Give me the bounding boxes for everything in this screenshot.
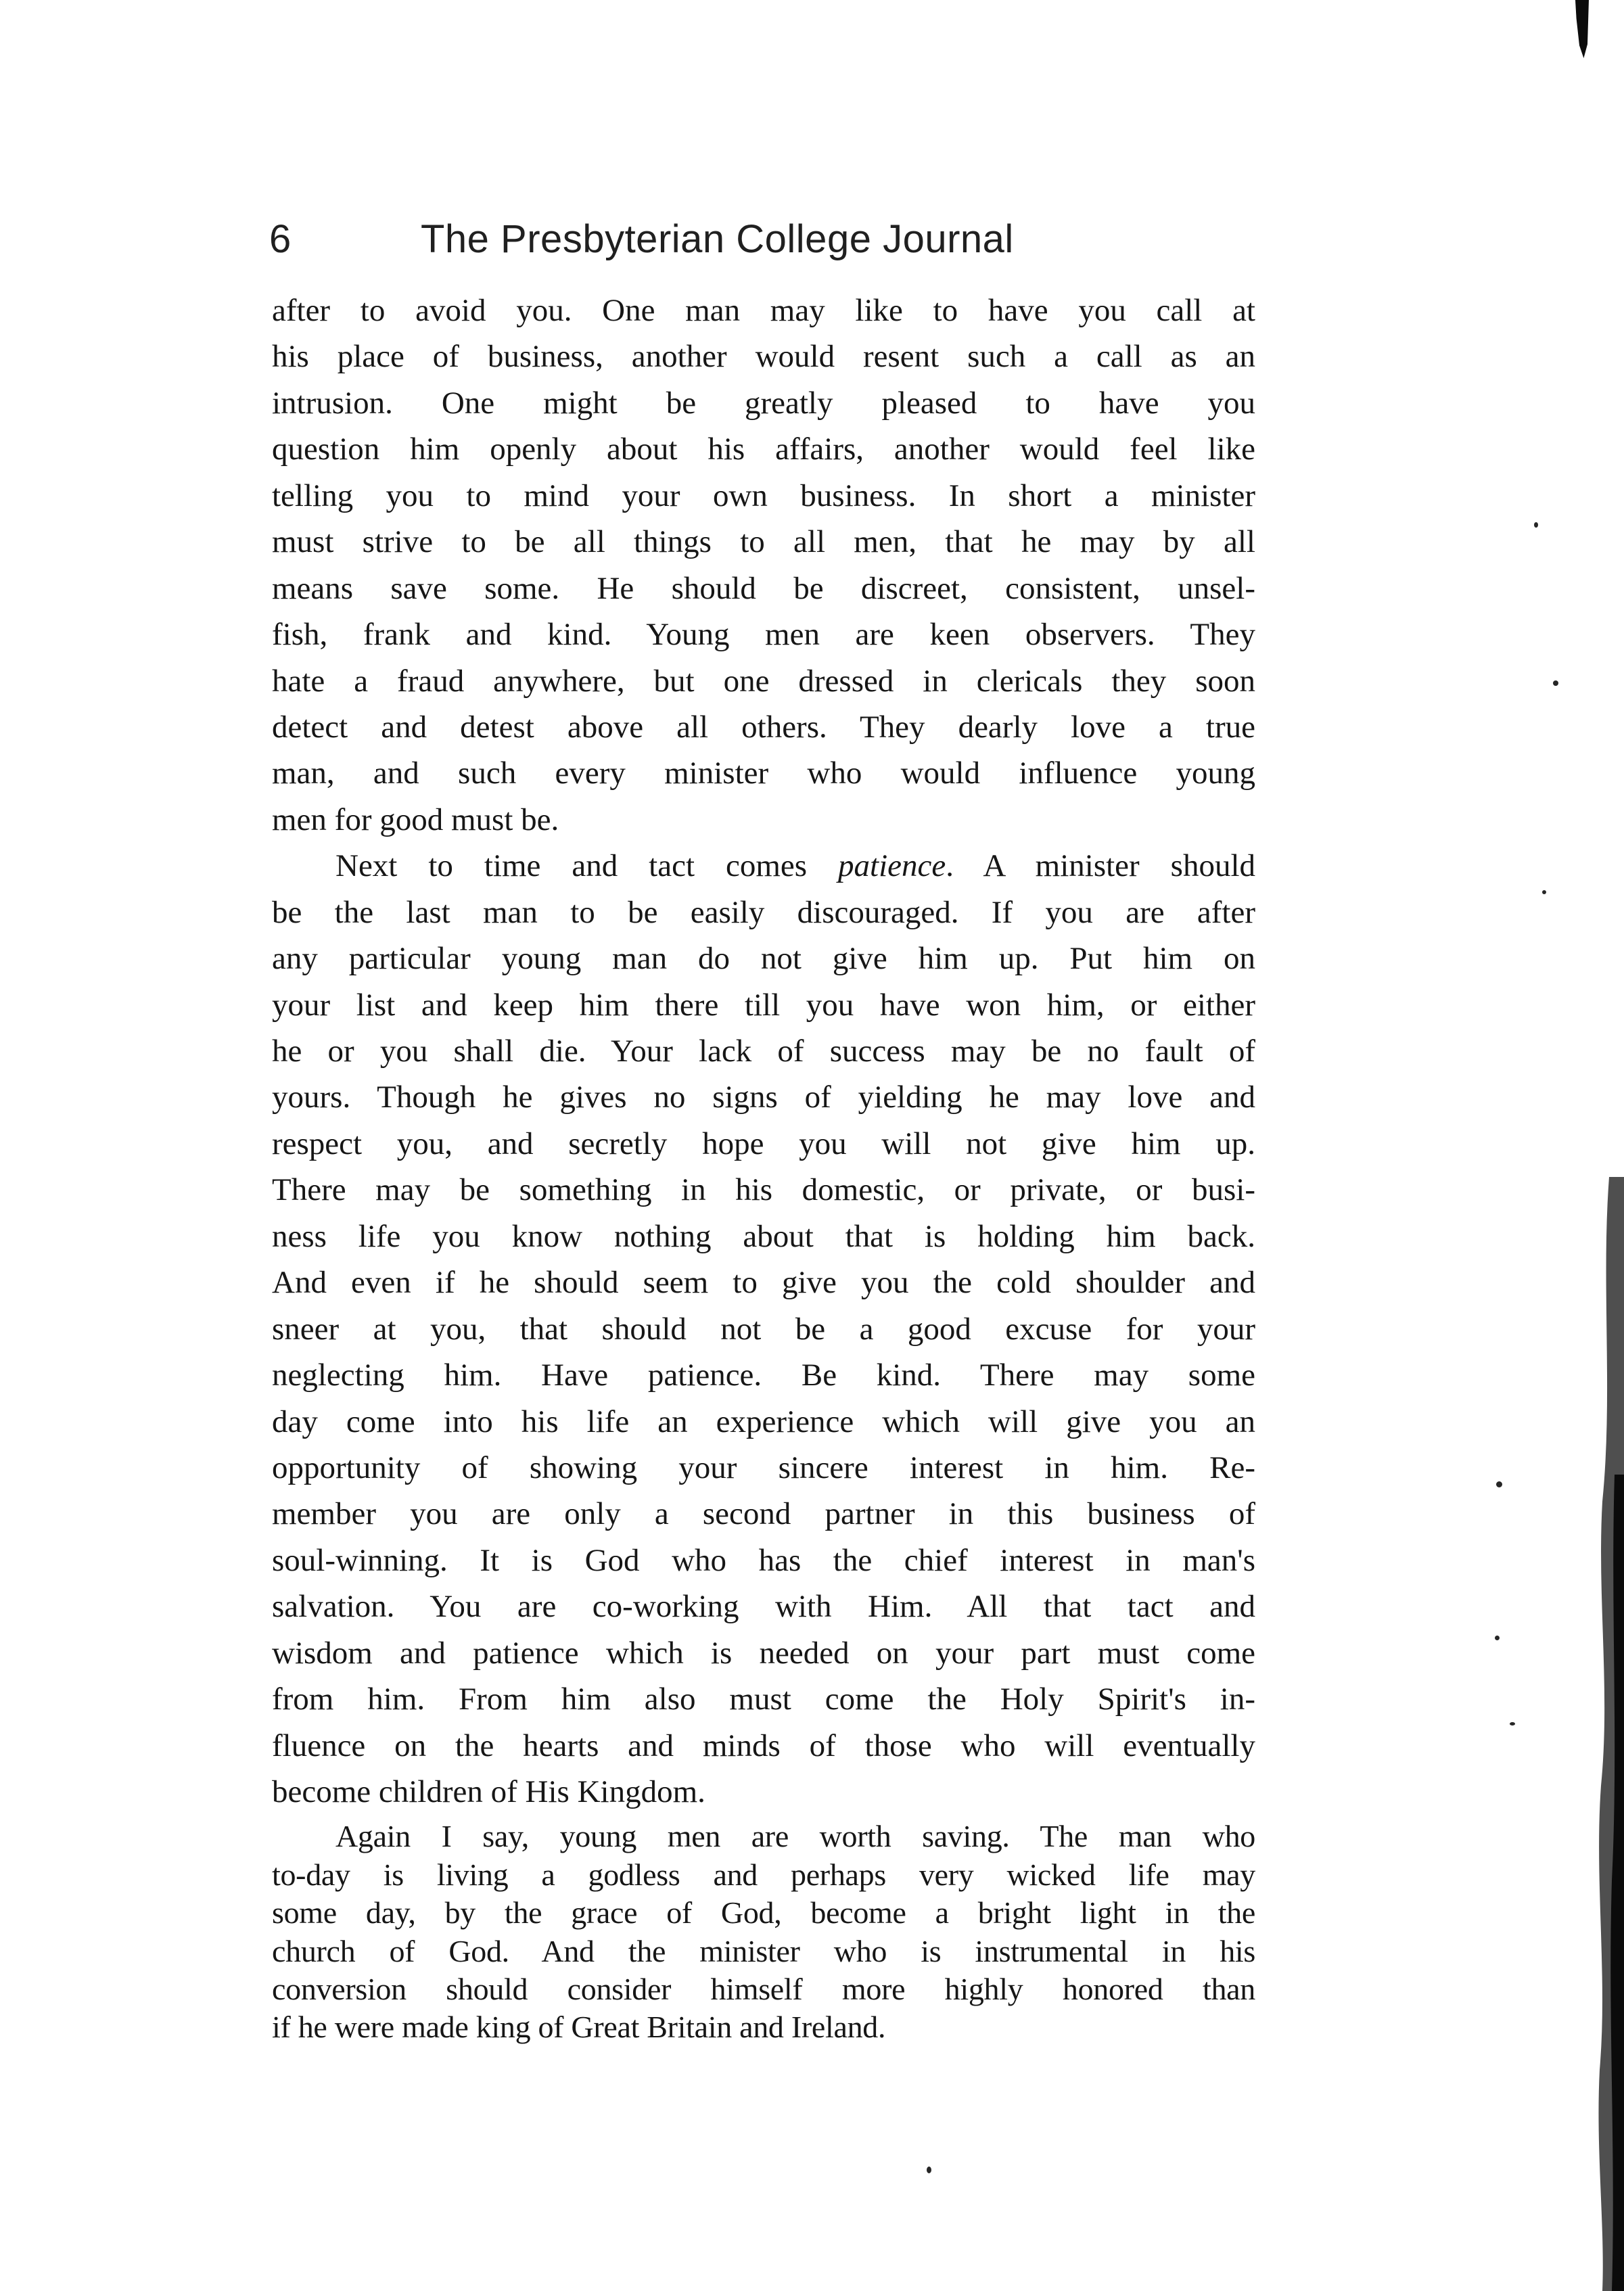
paragraph-2: [272, 843, 1255, 1815]
text-line: from him. From him also must come the Holy Spirit's in-: [272, 1682, 1255, 1717]
text-line: soul-winning. It is God who has the chief interest in man's: [272, 1542, 1255, 1578]
text-line: fish, frank and kind. Young men are keen observers. They: [272, 617, 1255, 653]
text-line: means save some. He should be discreet, consistent, unsel-: [272, 570, 1255, 606]
ink-speck: [1534, 522, 1538, 528]
text-line: detect and detest above all others. They dearly love a true: [272, 709, 1255, 745]
text-line: to-day is living a godless and perhaps very wicked life may: [272, 1857, 1255, 1892]
text-line: member you are only a second partner in this business of: [272, 1496, 1255, 1532]
ink-speck: [1542, 890, 1546, 894]
ink-speck: [1496, 1481, 1502, 1487]
text-line: And even if he should seem to give you the cold shoulder and: [272, 1265, 1255, 1301]
text-line: his place of business, another would resent such a call as an: [272, 339, 1255, 375]
binding-shadow: [1536, 0, 1624, 2291]
text-line: after to avoid you. One man may like to have you call at: [272, 293, 1255, 328]
text-line: Again I say, young men are worth saving. The man who: [335, 1819, 1255, 1854]
text-line: he or you shall die. Your lack of success may be no fault of: [272, 1034, 1255, 1069]
text-line-with-emphasis: Next to time and tact comes patience. A minister should: [335, 848, 1255, 884]
ink-speck: [1495, 1636, 1500, 1640]
text-line: respect you, and secretly hope you will not give him up.: [272, 1126, 1255, 1161]
text-line: sneer at you, that should not be a good excuse for your: [272, 1311, 1255, 1347]
ink-speck: [927, 2167, 931, 2173]
text-line: must strive to be all things to all men, that he may by all: [272, 524, 1255, 560]
page-number: 6: [269, 217, 292, 261]
emphasis-patience: patience: [838, 848, 946, 884]
text-line: any particular young man do not give him up. Put him on: [272, 941, 1255, 977]
ink-speck: [1553, 680, 1558, 686]
text-line: men for good must be.: [272, 802, 559, 837]
text-line: There may be something in his domestic, or private, or busi-: [272, 1172, 1255, 1208]
text-line: if he were made king of Great Britain and Ireland.: [272, 2010, 886, 2045]
text-line: yours. Though he gives no signs of yielding he may love and: [272, 1080, 1255, 1115]
text-line: day come into his life an experience which will give you an: [272, 1404, 1255, 1439]
article-body: [272, 287, 1255, 2047]
text-line: intrusion. One might be greatly pleased to have you: [272, 385, 1255, 421]
paragraph-1: [272, 287, 1255, 843]
text-line: salvation. You are co-working with Him. All that tact and: [272, 1589, 1255, 1625]
paragraph-3: [272, 1818, 1255, 2046]
text-line: hate a fraud anywhere, but one dressed in clericals they soon: [272, 663, 1255, 699]
text-line: opportunity of showing your sincere interest in him. Re-: [272, 1450, 1255, 1485]
text-line: man, and such every minister who would influence young: [272, 756, 1255, 791]
ink-speck: [1510, 1722, 1515, 1726]
text-line: conversion should consider himself more highly honored than: [272, 1972, 1255, 2006]
text-line: some day, by the grace of God, become a bright light in the: [272, 1895, 1255, 1930]
text-line: your list and keep him there till you have won him, or either: [272, 987, 1255, 1023]
running-title: The Presbyterian College Journal: [421, 217, 1014, 261]
page-header: [269, 206, 1292, 273]
text-line: wisdom and patience which is needed on your part must come: [272, 1635, 1255, 1671]
text-line: church of God. And the minister who is instrumental in his: [272, 1933, 1255, 1968]
text-line: become children of His Kingdom.: [272, 1774, 705, 1809]
text-line: telling you to mind your own business. In short a minister: [272, 478, 1255, 513]
text-line: fluence on the hearts and minds of those who will eventually: [272, 1728, 1255, 1763]
text-line: question him openly about his affairs, another would feel like: [272, 432, 1255, 467]
text-line: be the last man to be easily discouraged. If you are after: [272, 894, 1255, 930]
text-line: ness life you know nothing about that is holding him back.: [272, 1218, 1255, 1254]
text-line: neglecting him. Have patience. Be kind. There may some: [272, 1358, 1255, 1393]
